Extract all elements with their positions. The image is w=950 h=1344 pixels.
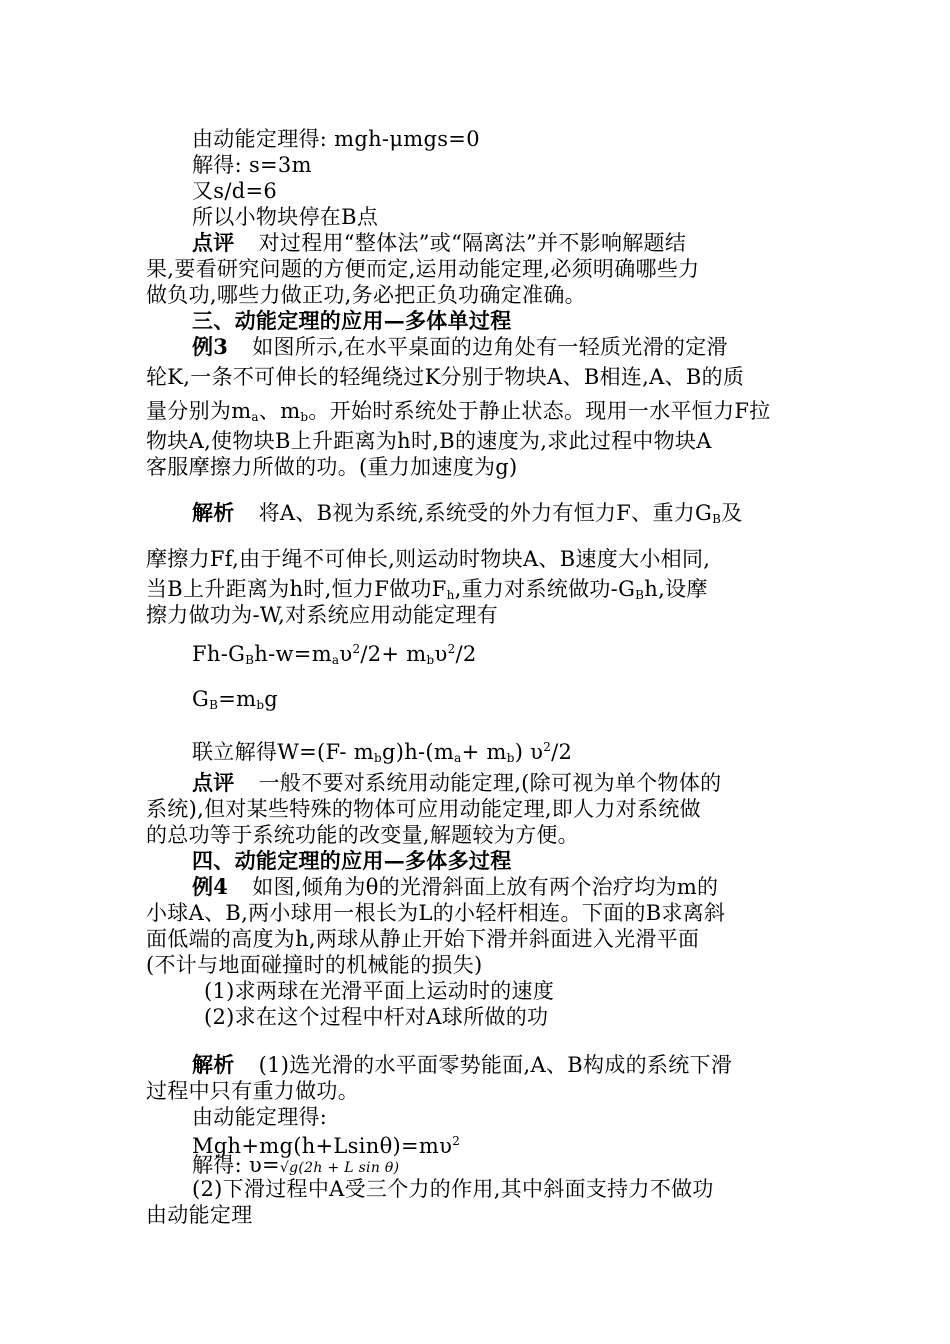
text-line: 解得: s=3m [192,153,312,177]
equation [192,636,806,673]
example-4-line [192,874,806,900]
text-line: 系统),但对某些特殊的物体可应用动能定理,即人力对系统做 [146,797,701,821]
superscript: 2 [452,1134,461,1148]
superscript: 2 [447,642,456,656]
text-line: 的总功等于系统功能的改变量,解题较为方便。 [146,823,579,847]
text-run: ,重力对系统做功-G [454,577,636,601]
sqrt-formula: √g(2h + L sin θ) [279,1160,400,1176]
equation [192,734,806,771]
eq-run: /2 [455,642,477,666]
eq-run: =m [218,687,257,711]
comment-paragraph-line [192,770,806,796]
subscript: B [209,698,219,712]
text-run: 、m [258,399,301,423]
eq-run: g)h-(m [381,740,455,764]
text-line: 物块A,使物块B上升距离为h时,B的速度为,求此过程中物块A [146,429,712,453]
eq-run: h-w=m [254,642,332,666]
subscript: b [300,410,309,424]
subscript: b [426,653,435,667]
eq-run: ) υ [514,740,544,764]
section-heading-4: 四、动能定理的应用—多体多过程 [192,848,512,873]
text-line [146,398,806,430]
text-run: 及 [721,501,743,525]
question-2: (2)求在这个过程中杆对A球所做的功 [204,1005,549,1029]
superscript: 2 [352,642,361,656]
text-line: 由动能定理得: [192,1105,328,1129]
subscript: B [712,512,722,526]
eq-run: υ [434,642,448,666]
subscript: b [373,751,382,765]
eq-run: /2 [551,740,573,764]
solution-4-line [192,1052,806,1078]
subscript: h [446,588,455,602]
text-line: (不计与地面碰撞时的机械能的损失) [146,953,483,977]
text-line: 由动能定理 [146,1203,253,1227]
eq-run: υ [339,642,353,666]
eq-run: 解得: υ= [192,1153,280,1177]
text-run: h,设摩 [644,577,708,601]
text-line: 客服摩擦力所做的功。(重力加速度为g) [146,455,518,479]
text-run: 将A、B视为系统,系统受的外力有恒力F、重力G [258,501,713,525]
text-run: 如图,倾角为θ的光滑斜面上放有两个治疗均为m的 [252,875,719,899]
example-label: 例4 [192,874,229,899]
subscript: a [251,410,259,424]
section-heading-3: 三、动能定理的应用—多体单过程 [192,308,512,333]
text-line: 又s/d=6 [192,179,278,203]
text-line: (2)下滑过程中A受三个力的作用,其中斜面支持力不做功 [192,1177,714,1201]
text-line: 过程中只有重力做功。 [146,1079,359,1103]
text-run: 对过程用“整体法”或“隔离法”并不影响解题结 [258,231,687,255]
eq-run: Fh-G [192,642,246,666]
solution-3-line [192,500,806,532]
solution-label: 解析 [192,1052,235,1077]
text-line: 擦力做功为-W,对系统应用动能定理有 [146,603,499,627]
text-run: 如图所示,在水平桌面的边角处有一轻质光滑的定滑 [252,335,728,359]
eq-run: /2+ m [360,642,427,666]
subscript: a [454,751,462,765]
text-line: 做负功,哪些力做正功,务必把正负功确定准确。 [146,283,586,307]
text-run: 一般不要对系统用动能定理,(除可视为单个物体的 [258,771,722,795]
eq-run: Mgh+mg(h+Lsinθ)=mυ [192,1134,453,1158]
eq-run: G [192,687,210,711]
subscript: B [635,588,645,602]
text-line: 所以小物块停在B点 [192,205,379,229]
subscript: b [506,751,515,765]
text-line: 小球A、B,两小球用一根长为L的小轻杆相连。下面的B求离斜 [146,901,726,925]
subscript: a [331,653,340,667]
question-1: (1)求两球在光滑平面上运动时的速度 [204,979,555,1003]
text-run: 量分别为m [146,399,252,423]
text-run: (1)选光滑的水平面零势能面,A、B构成的系统下滑 [258,1053,733,1077]
comment-label: 点评 [192,770,235,795]
subscript: b [256,698,265,712]
eq-run: g [264,687,279,711]
text-line: 面低端的高度为h,两球从静止开始下滑并斜面进入光滑平面 [146,927,700,951]
text-line: 轮K,一条不可伸长的轻绳绕过K分别于物块A、B相连,A、B的质 [146,365,745,389]
comment-paragraph-line [192,230,806,256]
eq-run: + m [461,740,507,764]
text-line: 由动能定理得: mgh-μmgs=0 [192,127,480,151]
example-3-line [192,334,806,360]
equation [192,686,806,718]
comment-label: 点评 [192,230,235,255]
subscript: B [245,653,255,667]
text-line: 摩擦力Ff,由于绳不可伸长,则运动时物块A、B速度大小相同, [146,547,711,571]
solution-label: 解析 [192,500,235,525]
text-run: 当B上升距离为h时,恒力F做功F [146,577,447,601]
superscript: 2 [543,740,552,754]
text-line: 果,要看研究问题的方便而定,运用动能定理,必须明确哪些力 [146,257,700,281]
eq-run: 联立解得W=(F- m [192,740,374,764]
example-label: 例3 [192,334,229,359]
text-run: 。开始时系统处于静止状态。现用一水平恒力F拉 [308,399,771,423]
